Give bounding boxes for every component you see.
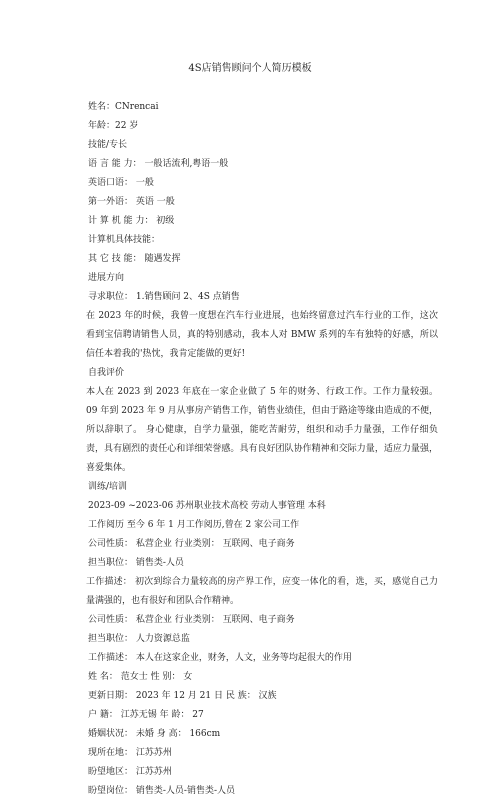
text-line-update-date: 更新日期： 2023 年 12 月 21 日 民 族： 汉族 [88, 691, 277, 701]
section-heading-training: 训练/培训 [88, 482, 128, 492]
text-line-household: 户 籍： 江苏无锡 年 龄： 27 [88, 710, 204, 720]
section-heading-self-evaluation: 自我评价 [88, 368, 125, 378]
paragraph-job-description-1: 工作描述： 初次到综合力量较高的房产界工作，应变一体化的看，选，买，感觉自己力量满强的，也有很好和团队合作精神。 [86, 577, 438, 606]
text-line-name-gender: 姓 名： 范女士 性 别： 女 [88, 672, 193, 682]
document-title: 4S店销售顾问个人简历模板 [188, 63, 312, 74]
text-line-english: 英语口语： 一般 [88, 178, 154, 188]
text-line-job-title-1: 担当职位： 销售类-人员 [88, 558, 184, 568]
text-line-job-description-2: 工作描述： 本人在这家企业，财务，人文，业务等均起很大的作用 [88, 653, 352, 663]
text-line-name: 姓名：CNrencai [88, 102, 159, 112]
paragraph-self-evaluation: 本人在 2023 到 2023 年底在一家企业做了 5 年的财务、行政工作。工作力量较强。 09 年到 2023 年 9 月从事房产销售工作，销售业绩佳，但由于路途等缘由造成的不便，所以辞职了。 身心健康，自学力量强，能吃苦耐劳，组织和动手力量强，工作仔细负责，具有剧烈的责任心和详细荣誉感。具有良好团队协作精神和交际力量，适应力量强，喜爱集体。 [86, 387, 438, 473]
section-heading-skills: 技能/专长 [88, 140, 128, 150]
text-line-experience: 工作阅历 至今 6 年 1 月工作阅历,曾在 2 家公司工作 [88, 520, 300, 530]
paragraph-motivation: 在 2023 年的时候，我曾一度想在汽车行业进展，也始终留意过汽车行业的工作，这次看到宝信聘请销售人员，真的特别感动，我本人对 BMW 系列的车有独特的好感，所以信任本着我的'热忱，我肯定能做的更好! [86, 311, 438, 359]
text-line-job-title-2: 担当职位： 人力资源总监 [88, 634, 190, 644]
text-line-company-type-1: 公司性质： 私营企业 行业类别： 互联网、电子商务 [88, 539, 295, 549]
text-line-marital: 婚姻状况： 未婚 身 高： 166cm [88, 729, 221, 739]
text-line-computer-skills: 计算机具体技能： [88, 235, 161, 245]
text-line-language: 语 言 能 力： 一般话流利,粤语一般 [88, 159, 229, 169]
text-line-company-type-2: 公司性质： 私营企业 行业类别： 互联网、电子商务 [88, 615, 295, 625]
text-line-current-location: 现所在地： 江苏苏州 [88, 748, 172, 758]
text-line-desired-region: 盼望地区： 江苏苏州 [88, 767, 172, 777]
section-heading-direction: 进展方向 [88, 273, 125, 283]
text-line-age: 年龄：22 岁 [88, 121, 139, 131]
text-line-foreign-language: 第一外语： 英语 一般 [88, 197, 175, 207]
text-line-education: 2023-09 ~2023-06 苏州职业技术高校 劳动人事管理 本科 [88, 501, 326, 511]
text-line-desired-position: 盼望岗位： 销售类-人员-销售类-人员 [88, 786, 235, 796]
text-line-other-skills: 其 它 技 能： 随遇发挥 [88, 254, 181, 264]
text-line-computer: 计 算 机 能 力： 初级 [88, 216, 175, 226]
text-line-position: 寻求职位： 1.销售顾问 2、4S 点销售 [88, 292, 240, 302]
